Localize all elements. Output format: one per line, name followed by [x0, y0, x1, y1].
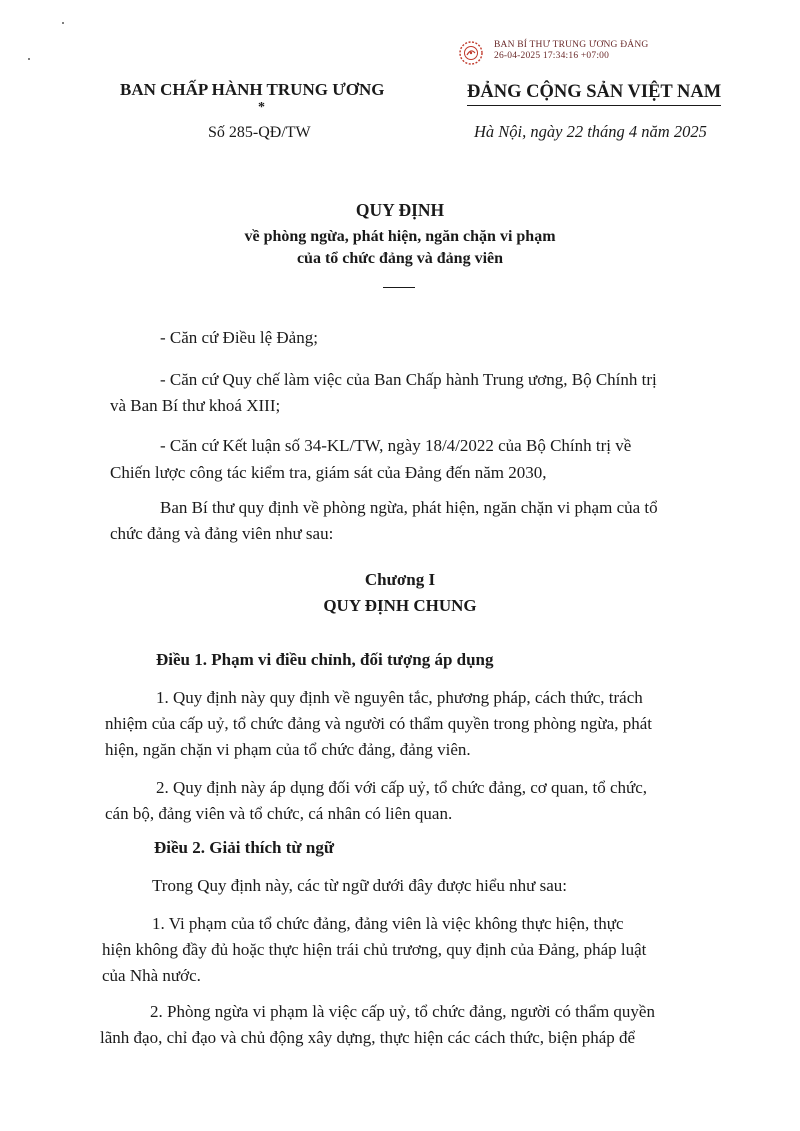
basis-charter: - Căn cứ Điều lệ Đảng; — [160, 328, 318, 347]
issuer-name: BAN CHẤP HÀNH TRUNG ƯƠNG — [120, 80, 385, 99]
article-1-paragraph-line: 2. Quy định này áp dụng đối với cấp uỷ, tổ chức đảng, cơ quan, tổ chức, — [156, 778, 648, 797]
issuer-star: * — [258, 100, 265, 115]
article-1-paragraph-line: 1. Quy định này quy định về nguyên tắc, phương pháp, cách thức, trách — [156, 688, 643, 707]
party-emblem-icon — [458, 40, 484, 66]
chapter-number: Chương I — [364, 570, 436, 589]
article-2-paragraph-line: lãnh đạo, chỉ đạo và chủ động xây dựng, thực hiện các cách thức, biện pháp để — [100, 1028, 636, 1047]
basis-conclusion-line: Chiến lược công tác kiểm tra, giám sát của Đảng đến năm 2030, — [110, 463, 547, 482]
document-title: QUY ĐỊNH — [355, 200, 445, 220]
article-1-heading: Điều 1. Phạm vi điều chỉnh, đối tượng áp dụng — [156, 650, 494, 669]
signature-timestamp: 26-04-2025 17:34:16 +07:00 — [494, 51, 610, 61]
document-number: Số 285-QĐ/TW — [208, 124, 311, 141]
article-2-paragraph-line: 1. Vi phạm của tổ chức đảng, đảng viên là việc không thực hiện, thực — [152, 914, 624, 933]
article-1-paragraph-line: nhiệm của cấp uỷ, tổ chức đảng và người có thẩm quyền trong phòng ngừa, phát — [105, 714, 652, 733]
article-2-paragraph-line: của Nhà nước. — [102, 966, 201, 985]
article-2-paragraph-line: 2. Phòng ngừa vi phạm là việc cấp uỷ, tổ chức đảng, người có thẩm quyền — [150, 1002, 655, 1021]
basis-conclusion-line: - Căn cứ Kết luận số 34-KL/TW, ngày 18/4/2022 của Bộ Chính trị về — [160, 436, 632, 455]
article-1-paragraph-line: cán bộ, đảng viên và tổ chức, cá nhân có liên quan. — [105, 804, 453, 823]
document-subtitle-line: của tổ chức đảng và đảng viên — [296, 250, 504, 267]
basis-rules-line: - Căn cứ Quy chế làm việc của Ban Chấp hành Trung ương, Bộ Chính trị — [160, 370, 657, 389]
basis-rules-line: và Ban Bí thư khoá XIII; — [110, 396, 281, 415]
party-name: ĐẢNG CỘNG SẢN VIỆT NAM — [467, 82, 721, 106]
digital-signature — [494, 40, 648, 62]
article-1-paragraph-line: hiện, ngăn chặn vi phạm của tổ chức đảng, đảng viên. — [105, 740, 471, 759]
chapter-title: QUY ĐỊNH CHUNG — [323, 596, 477, 615]
intro-line: chức đảng và đảng viên như sau: — [110, 524, 334, 543]
signature-signer: BAN BÍ THƯ TRUNG ƯƠNG ĐẢNG — [494, 40, 649, 50]
scan-speck — [28, 58, 30, 60]
scan-speck — [62, 22, 64, 24]
intro-line: Ban Bí thư quy định về phòng ngừa, phát hiện, ngăn chặn vi phạm của tổ — [160, 498, 658, 517]
article-2-paragraph-line: hiện không đầy đủ hoặc thực hiện trái chủ trương, quy định của Đảng, pháp luật — [102, 940, 647, 959]
title-divider — [383, 287, 415, 288]
document-date: Hà Nội, ngày 22 tháng 4 năm 2025 — [474, 122, 707, 141]
article-2-heading: Điều 2. Giải thích từ ngữ — [154, 838, 335, 857]
document-subtitle-line: về phòng ngừa, phát hiện, ngăn chặn vi phạm — [244, 228, 556, 245]
article-2-intro: Trong Quy định này, các từ ngữ dưới đây được hiểu như sau: — [152, 876, 568, 895]
